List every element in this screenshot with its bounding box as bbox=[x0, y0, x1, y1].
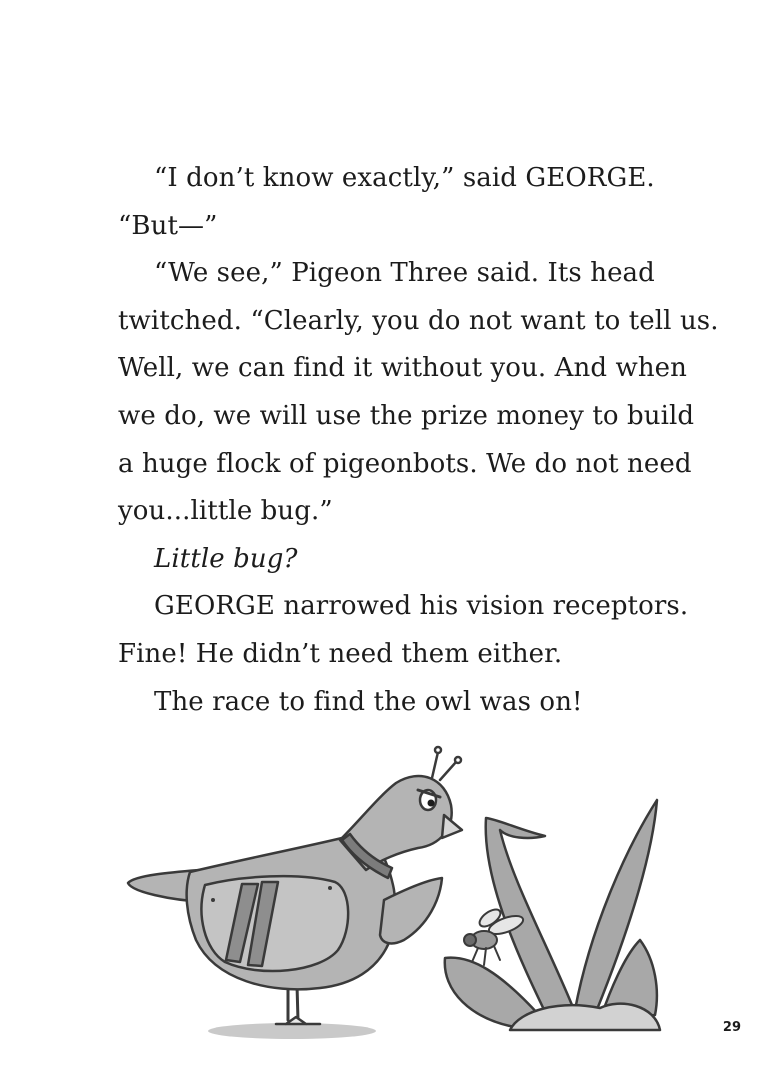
grass-plant bbox=[445, 800, 660, 1030]
fly-legs bbox=[472, 946, 500, 965]
page-number: 29 bbox=[722, 1020, 741, 1035]
text-line: “I don’t know exactly,” said GEORGE. bbox=[154, 163, 655, 193]
text-line: twitched. “Clearly, you do not want to tell us. bbox=[118, 305, 719, 336]
pigeon-pupil bbox=[428, 800, 435, 807]
pigeonbot bbox=[128, 747, 462, 1024]
text-line-italic: Little bug? bbox=[154, 543, 298, 574]
text-line: “We see,” Pigeon Three said. Its head bbox=[154, 258, 655, 289]
ground-shadow bbox=[208, 1023, 376, 1039]
pigeon-antenna bbox=[432, 752, 456, 780]
text-line: “But—” bbox=[118, 210, 218, 241]
text-line: Well, we can find it without you. And when bbox=[118, 353, 688, 384]
text-line: Fine! He didn’t need them either. bbox=[118, 638, 563, 669]
pigeon-antenna-tip bbox=[455, 757, 461, 763]
story-text bbox=[118, 155, 718, 726]
fly-head bbox=[464, 934, 476, 946]
text-line: a huge flock of pigeonbots. We do not need bbox=[118, 448, 692, 479]
pigeon-antenna-tip bbox=[435, 747, 441, 753]
text-line: The race to find the owl was on! bbox=[154, 686, 583, 717]
text-line: we do, we will use the prize money to build bbox=[118, 400, 695, 431]
text-line: GEORGE narrowed his vision receptors. bbox=[154, 591, 689, 622]
pigeon-foot bbox=[276, 1017, 320, 1024]
pigeon-and-fly-illustration bbox=[110, 740, 690, 1050]
text-line: you...little bug.” bbox=[118, 496, 333, 527]
pigeon-rivet bbox=[328, 886, 332, 890]
pigeon-rivet bbox=[211, 898, 215, 902]
